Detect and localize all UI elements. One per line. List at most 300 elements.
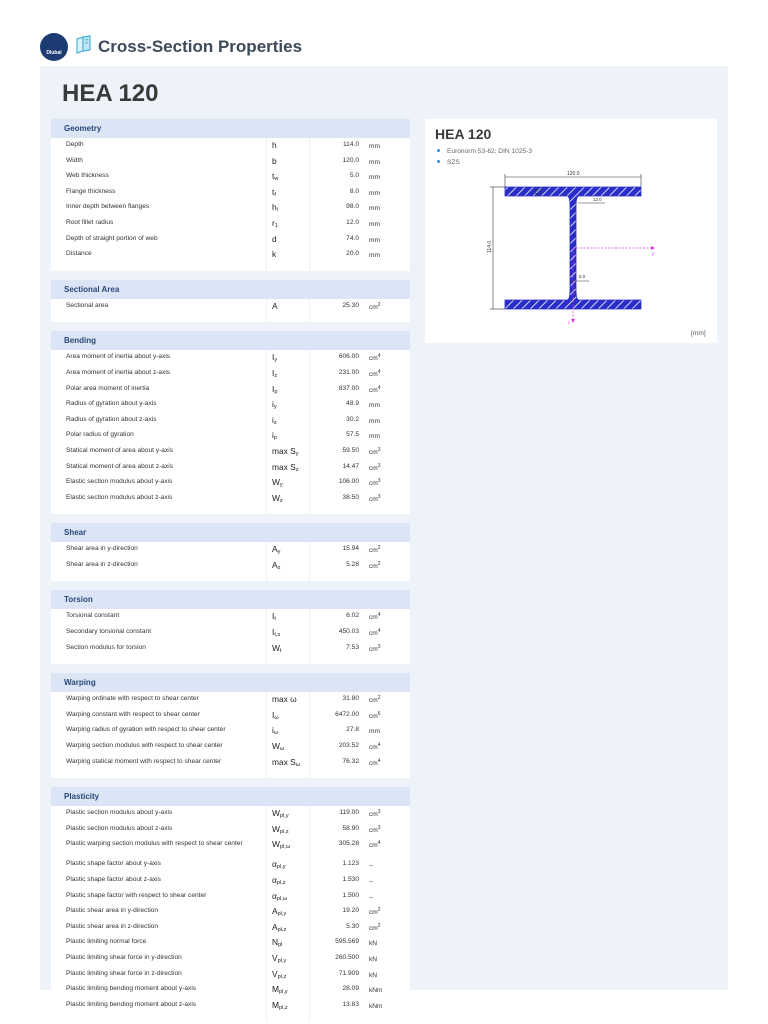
property-row [51,216,410,232]
fillet-radius-label: 12.0 [593,197,602,202]
property-description: Flange thickness [66,187,116,195]
property-description: Section modulus for torsion [66,643,146,651]
property-symbol [272,757,300,768]
unit-base: mm [369,728,380,736]
unit-note: [mm] [691,330,706,337]
symbol-subscript: t [274,616,276,623]
unit-base: mm [369,174,380,182]
property-unit [369,876,373,885]
symbol-main: A [272,921,278,932]
property-unit [369,188,380,197]
property-value: 58.90 [342,824,359,832]
unit-base: mm [369,417,380,425]
symbol-subscript: y [273,404,277,411]
property-row [51,967,410,983]
property-unit [369,907,381,916]
section-header: Geometry [51,119,410,138]
property-symbol [272,725,278,736]
unit-base: mm [369,143,380,151]
property-symbol [272,218,278,229]
property-description: Sectional area [66,301,109,309]
section-header: Plasticity [51,787,410,806]
property-symbol [272,399,277,410]
symbol-subscript: f [274,191,276,198]
property-symbol [272,462,299,473]
property-description: Plastic limiting shear force in y-direction [66,953,182,961]
property-description: Inner depth between flanges [66,203,150,211]
property-symbol [272,234,277,245]
property-row [51,475,410,491]
page-title: HEA 120 [62,80,159,107]
property-symbol [272,301,278,312]
property-row [51,200,410,216]
property-description: Plastic warping section modulus with respect to shear center [66,840,243,848]
section-gap [51,664,410,673]
unit-base: mm [369,433,380,441]
property-value: 5.28 [346,560,359,568]
property-row [51,935,410,951]
property-description: Width [66,156,83,164]
property-unit [369,860,373,869]
symbol-main: W [272,808,280,819]
property-unit [369,923,381,932]
unit-base: cm [369,811,378,819]
symbol-subscript: p [274,388,278,395]
section-gap [51,778,410,787]
property-description: Elastic section modulus about z-axis [66,493,173,501]
unit-base: kNm [369,987,383,995]
symbol-main: α [272,890,277,901]
property-row [51,299,410,315]
unit-exponent: 2 [377,695,381,702]
property-value: 260.500 [335,953,359,961]
symbol-main: i [272,430,274,441]
standard-bullet [437,148,532,155]
unit-base: kNm [369,1002,383,1010]
property-unit [369,219,380,228]
property-value: 231.00 [338,368,359,376]
property-description: Area moment of inertia about z-axis [66,368,171,376]
section-header: Sectional Area [51,280,410,299]
property-symbol [272,611,276,622]
y-axis-label: y [652,251,655,256]
unit-base: cm [369,449,378,457]
property-description: Shear area in z-direction [66,560,138,568]
property-symbol [272,415,277,426]
section-header: Bending [51,331,410,350]
unit-base: cm [369,697,378,705]
symbol-main: W [272,477,280,488]
property-unit [369,840,381,849]
symbol-main: b [272,155,277,166]
property-description: Warping constant with respect to shear center [66,710,200,718]
property-description: Radius of gyration about z-axis [66,415,157,423]
property-unit [369,463,381,472]
symbol-subscript: pl,ω [276,895,288,902]
symbol-subscript: ω [273,730,279,737]
property-unit [369,892,373,901]
property-value: 59.50 [342,446,359,454]
symbol-main: k [272,249,277,260]
unit-exponent: 4 [377,628,381,635]
symbol-main: A [272,300,278,311]
symbol-subscript: 1 [274,222,278,229]
symbol-main: i [272,399,274,410]
symbol-main: A [272,544,278,555]
property-unit [369,1001,383,1010]
symbol-main: r [272,217,275,228]
property-unit [369,758,381,767]
property-row [51,460,410,476]
property-value: 31.80 [342,695,359,703]
property-description: Elastic section modulus about y-axis [66,478,173,486]
property-description: Polar radius of gyration [66,431,134,439]
property-description: Plastic limiting bending moment about z-axis [66,1000,197,1008]
unit-base: -- [369,893,374,901]
property-row [51,625,410,641]
property-row [51,806,410,822]
property-description: Root fillet radius [66,218,114,226]
symbol-subscript: z [274,372,278,379]
property-value: 114.0 [342,141,359,148]
unit-base: cm [369,355,378,363]
section-gap [51,581,410,590]
property-unit [369,353,381,362]
unit-exponent: 3 [377,493,381,500]
property-symbol [272,969,286,980]
symbol-subscript: pl,y [277,957,287,964]
property-unit [369,695,381,704]
symbol-main: α [272,875,277,885]
property-unit [369,954,377,963]
property-symbol [272,384,277,395]
symbol-main: W [272,741,280,752]
property-description: Plastic section modulus about y-axis [66,809,173,817]
unit-exponent: 3 [377,446,381,453]
property-unit [369,644,381,653]
property-unit [369,141,380,150]
property-description: Plastic limiting bending moment about y-axis [66,985,197,993]
symbol-main: d [272,233,277,244]
section-body [51,350,410,514]
property-value: 595.569 [335,938,359,946]
symbol-subscript: pl,z [277,973,287,980]
property-value: 98.0 [346,203,359,211]
property-value: 5.0 [349,172,359,180]
symbol-subscript: pl,y [277,911,287,918]
property-description: Depth [66,141,84,148]
property-unit [369,250,380,259]
property-symbol [272,446,299,457]
unit-exponent: 2 [377,560,381,567]
unit-base: cm [369,464,378,472]
unit-exponent: 4 [377,612,381,619]
symbol-main: max S [272,445,296,456]
property-unit [369,809,381,818]
property-description: Warping statical moment with respect to shear center [66,757,222,765]
property-unit [369,385,381,394]
symbol-main: W [272,642,280,653]
unit-exponent: 4 [377,384,381,391]
symbol-main: A [272,906,278,917]
property-row [51,982,410,998]
property-row [51,444,410,460]
symbol-subscript: pl,y [279,813,289,820]
property-symbol [272,741,284,752]
property-description: Plastic shape factor about z-axis [66,876,161,883]
symbol-subscript: ω [274,714,279,721]
property-symbol [272,710,279,721]
section-body [51,806,410,1021]
section-gap [51,271,410,280]
unit-base: mm [369,236,380,244]
section-gap [51,514,410,523]
property-description: Warping radius of gyration with respect to shear center [66,726,226,734]
symbol-main: max ω [272,694,297,705]
property-row [51,397,410,413]
symbol-main: I [272,352,275,363]
section-body [51,299,410,323]
symbol-main: i [272,414,274,425]
symbol-subscript: pl,z [276,880,286,886]
property-description: Plastic shear area in y-direction [66,907,158,915]
property-symbol [272,560,280,571]
manufacturer-text: SZS [447,159,460,166]
unit-base: cm [369,495,378,503]
symbol-subscript: z [273,419,277,426]
symbol-main: max S [272,461,296,472]
property-value: 38.50 [342,493,359,501]
property-description: Plastic shape factor with respect to shear center [66,891,207,899]
property-row [51,232,410,248]
property-value: 106.00 [338,478,359,486]
symbol-subscript: ω [295,761,301,768]
property-unit [369,416,380,425]
unit-base: cm [369,614,378,622]
bullet-dot-icon [437,160,440,163]
symbol-subscript: pl,y [276,864,286,871]
property-description: Statical moment of area about z-axis [66,462,174,470]
symbol-main: V [272,968,278,979]
property-unit [369,985,383,994]
symbol-main: W [272,839,280,850]
unit-base: cm [369,563,378,571]
property-value: 1.500 [342,891,359,899]
property-unit [369,561,381,570]
property-value: 12.0 [346,218,359,226]
web-thickness-label: 5.0 [579,274,586,279]
property-symbol [272,544,280,555]
symbol-main: N [272,937,279,948]
symbol-main: α [272,859,277,870]
property-unit [369,302,381,311]
property-unit [369,612,381,621]
property-description: Plastic shear area in z-direction [66,922,158,930]
property-symbol [272,953,286,964]
unit-exponent: 3 [377,462,381,469]
property-symbol [272,477,283,488]
property-row [51,641,410,657]
property-row [51,739,410,755]
property-row [51,169,410,185]
section-body [51,609,410,664]
logo-text: Dlubal [46,50,62,56]
symbol-main: M [272,999,279,1010]
property-symbol [272,937,282,948]
symbol-subscript: ω [279,746,285,753]
property-value: 48.9 [346,400,359,408]
unit-base: cm [369,713,378,721]
symbol-subscript: y [274,357,278,364]
symbol-main: i [272,725,274,736]
property-description: Statical moment of area about y-axis [66,446,174,454]
property-row [51,609,410,625]
property-symbol [272,808,289,819]
unit-base: cm [369,480,378,488]
property-description: Area moment of inertia about y-axis [66,353,171,361]
flange-thickness-label: 8.0 [534,188,539,195]
property-value: 305.28 [338,840,359,848]
section-header: Torsion [51,590,410,609]
property-value: 6472.00 [335,710,359,718]
symbol-main: M [272,984,279,995]
symbol-main: t [272,171,275,182]
property-description: Radius of gyration about y-axis [66,400,157,408]
manufacturer-bullet [437,159,460,166]
property-row [51,428,410,444]
property-unit [369,431,380,440]
property-row [51,904,410,920]
property-value: 74.0 [346,234,359,242]
section-header: Warping [51,673,410,692]
property-value: 71.909 [338,969,359,977]
symbol-main: I [272,367,275,378]
property-description: Distance [66,250,92,258]
property-row [51,154,410,170]
unit-base: mm [369,252,380,260]
property-description: Warping ordinate with respect to shear center [66,695,199,703]
property-row [51,366,410,382]
property-value: 8.0 [349,187,359,195]
symbol-subscript: z [295,466,299,473]
height-label: 114.0 [487,240,493,253]
property-row [51,998,410,1014]
unit-base: mm [369,205,380,213]
symbol-subscript: i [276,207,278,214]
unit-base: cm [369,842,378,850]
property-value: 13.83 [342,1000,359,1008]
symbol-subscript: pl [278,942,283,949]
property-symbol [272,352,277,363]
book-icon [74,34,94,54]
property-row [51,138,410,154]
property-row [51,873,410,889]
section-preview-card [425,119,717,343]
property-description: Plastic limiting normal force [66,938,147,946]
symbol-subscript: z [277,564,281,571]
property-unit [369,369,381,378]
symbol-main: I [272,627,275,638]
card-title: HEA 120 [435,126,492,142]
property-symbol [272,875,286,886]
property-row [51,889,410,905]
property-unit [369,825,381,834]
symbol-main: I [272,709,275,720]
property-value: 28.09 [342,985,359,993]
property-symbol [272,839,290,850]
unit-base: kN [369,971,378,979]
property-description: Shear area in y-direction [66,545,138,553]
property-unit [369,157,380,166]
unit-exponent: 3 [377,643,381,650]
property-row [51,755,410,771]
symbol-subscript: z [279,497,283,504]
property-row [51,185,410,201]
property-unit [369,400,380,409]
symbol-main: I [272,611,275,622]
header-bar [0,0,768,66]
property-value: 203.52 [338,742,359,750]
property-row [51,692,410,708]
property-symbol [272,430,277,441]
property-unit [369,494,381,503]
property-row [51,247,410,263]
unit-base: kN [369,956,378,964]
property-symbol [272,140,277,151]
property-row [51,708,410,724]
symbol-subscript: w [274,176,279,183]
symbol-subscript: pl,z [277,926,287,933]
property-description: Plastic limiting shear force in z-direction [66,969,182,977]
unit-exponent: 4 [377,742,381,749]
symbol-subscript: pl,z [278,1004,288,1011]
unit-base: cm [369,547,378,555]
property-unit [369,742,381,751]
property-value: 25.30 [342,301,359,309]
unit-exponent: 4 [377,353,381,360]
property-value: 15.94 [342,545,359,553]
symbol-subscript: y [277,549,281,556]
unit-base: cm [369,759,378,767]
property-value: 837.00 [338,384,359,392]
property-description: Depth of straight portion of web [66,234,158,242]
unit-base: mm [369,189,380,197]
property-value: 14.47 [342,462,359,470]
symbol-main: t [272,186,275,197]
unit-base: cm [369,303,378,311]
unit-exponent: 2 [377,301,381,308]
property-symbol [272,156,277,167]
unit-exponent: 6 [377,710,381,717]
property-value: 1.530 [342,876,359,883]
property-value: 76.32 [342,757,359,765]
property-unit [369,478,381,487]
property-symbol [272,824,289,835]
property-description: Web thickness [66,172,109,180]
section-body [51,692,410,778]
property-unit [369,726,380,735]
property-symbol [272,922,286,933]
property-unit [369,203,380,212]
unit-base: -- [369,862,374,870]
property-symbol [272,906,286,917]
section-body [51,138,410,271]
property-value: 450.03 [338,628,359,636]
i-beam-diagram [485,167,665,329]
standard-text: Euronorm 53-62; DIN 1025-3 [447,148,533,155]
property-symbol [272,891,287,902]
symbol-subscript: p [273,435,277,442]
